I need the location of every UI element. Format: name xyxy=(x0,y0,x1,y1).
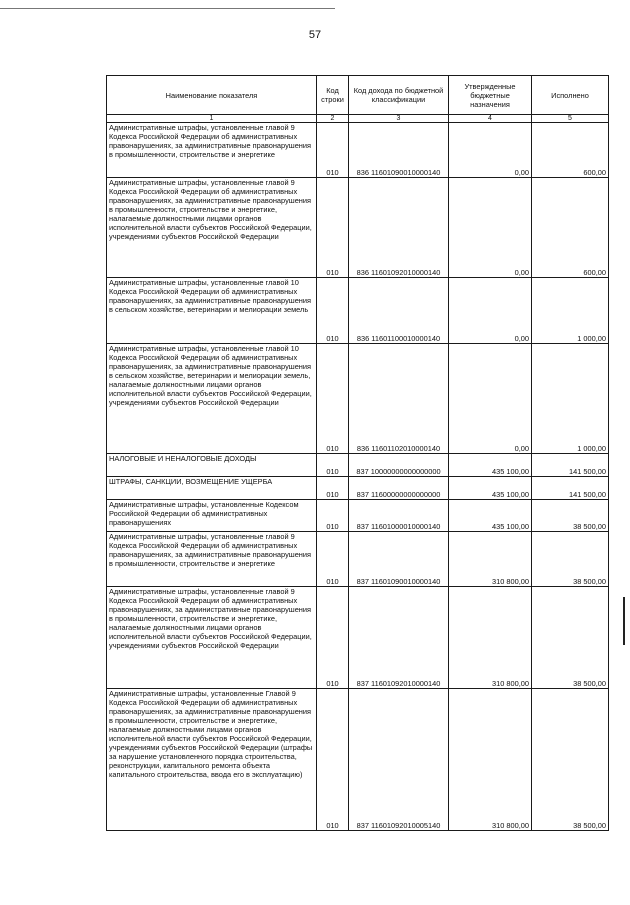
scan-edge-mark xyxy=(623,597,625,645)
row-name: Административные штрафы, установленные главой 10 Кодекса Российской Федерации об административных правонарушениях, за административные правонарушения в сельском хозяйстве, ветеринарии и мелиорации земель xyxy=(107,278,317,344)
row-approved: 310 800,00 xyxy=(449,532,532,587)
row-code: 010 xyxy=(317,477,349,500)
row-kbk: 836 11601092010000140 xyxy=(349,178,449,278)
column-number: 2 xyxy=(317,115,349,123)
row-executed: 38 500,00 xyxy=(532,587,609,689)
report-table xyxy=(106,75,609,831)
row-code: 010 xyxy=(317,454,349,477)
row-name: Административные штрафы, установленные Главой 9 Кодекса Российской Федерации об административных правонарушениях, за административные правонарушения в промышленности, строительстве и энергетике, налагаемые должностными лицами органов исполнительной власти субъектов Российской Федерации, учреждениями субъектов Российской Федерации (штрафы за нарушение установленного порядка строительства, реконструкции, капитального ремонта объекта капитального строительства, ввода его в эксплуатацию) xyxy=(107,689,317,831)
header-code: Код строки xyxy=(317,76,349,115)
row-executed: 600,00 xyxy=(532,178,609,278)
row-name: Административные штрафы, установленные главой 9 Кодекса Российской Федерации об административных правонарушениях, за административные правонарушения в промышленности, строительстве и энергетике, налагаемые должностными лицами органов исполнительной власти субъектов Российской Федерации, учреждениями субъектов Российской Федерации xyxy=(107,587,317,689)
column-number: 1 xyxy=(107,115,317,123)
row-name: Административные штрафы, установленные главой 9 Кодекса Российской Федерации об административных правонарушениях, за административные правонарушения в промышленности, строительстве и энергетике, налагаемые должностными лицами органов исполнительной власти субъектов Российской Федерации, учреждениями субъектов Российской Федерации xyxy=(107,178,317,278)
header-row xyxy=(107,76,609,115)
table-row xyxy=(107,123,609,178)
row-approved: 435 100,00 xyxy=(449,500,532,532)
column-number: 3 xyxy=(349,115,449,123)
row-executed: 38 500,00 xyxy=(532,500,609,532)
row-kbk: 837 11601092010005140 xyxy=(349,689,449,831)
table-row xyxy=(107,532,609,587)
table-row xyxy=(107,477,609,500)
row-code: 010 xyxy=(317,278,349,344)
row-name: Административные штрафы, установленные главой 10 Кодекса Российской Федерации об административных правонарушениях, за административные правонарушения в сельском хозяйстве, ветеринарии и мелиорации земель, налагаемые должностными лицами органов исполнительной власти субъектов Российской Федерации, учреждениями субъектов Российской Федерации xyxy=(107,344,317,454)
header-approved: Утвержденные бюджетные назначения xyxy=(449,76,532,115)
table-row xyxy=(107,178,609,278)
row-name: Административные штрафы, установленные главой 9 Кодекса Российской Федерации об административных правонарушениях, за административные правонарушения в промышленности, строительстве и энергетике xyxy=(107,123,317,178)
row-approved: 435 100,00 xyxy=(449,454,532,477)
table-row xyxy=(107,689,609,831)
row-kbk: 837 11601092010000140 xyxy=(349,587,449,689)
row-kbk: 837 11601000010000140 xyxy=(349,500,449,532)
row-kbk: 836 11601100010000140 xyxy=(349,278,449,344)
row-approved: 310 800,00 xyxy=(449,689,532,831)
row-approved: 0,00 xyxy=(449,278,532,344)
row-name: Административные штрафы, установленные главой 9 Кодекса Российской Федерации об административных правонарушениях, за административные правонарушения в промышленности, строительстве и энергетике xyxy=(107,532,317,587)
row-code: 010 xyxy=(317,178,349,278)
table-row xyxy=(107,454,609,477)
row-executed: 600,00 xyxy=(532,123,609,178)
row-code: 010 xyxy=(317,123,349,178)
header-name: Наименование показателя xyxy=(107,76,317,115)
row-name: Административные штрафы, установленные Кодексом Российской Федерации об административных правонарушениях xyxy=(107,500,317,532)
header-executed: Исполнено xyxy=(532,76,609,115)
row-executed: 1 000,00 xyxy=(532,278,609,344)
row-executed: 1 000,00 xyxy=(532,344,609,454)
row-name: НАЛОГОВЫЕ И НЕНАЛОГОВЫЕ ДОХОДЫ xyxy=(107,454,317,477)
row-kbk: 837 11600000000000000 xyxy=(349,477,449,500)
row-kbk: 837 10000000000000000 xyxy=(349,454,449,477)
table-row xyxy=(107,500,609,532)
row-name: ШТРАФЫ, САНКЦИИ, ВОЗМЕЩЕНИЕ УЩЕРБА xyxy=(107,477,317,500)
column-number: 4 xyxy=(449,115,532,123)
column-number-row xyxy=(107,115,609,123)
row-kbk: 837 11601090010000140 xyxy=(349,532,449,587)
row-kbk: 836 11601090010000140 xyxy=(349,123,449,178)
row-executed: 38 500,00 xyxy=(532,689,609,831)
row-code: 010 xyxy=(317,587,349,689)
page-number: 57 xyxy=(308,29,322,41)
top-rule xyxy=(0,8,335,9)
row-executed: 38 500,00 xyxy=(532,532,609,587)
row-code: 010 xyxy=(317,344,349,454)
column-number: 5 xyxy=(532,115,609,123)
row-approved: 0,00 xyxy=(449,344,532,454)
table-row xyxy=(107,587,609,689)
table-row xyxy=(107,344,609,454)
row-code: 010 xyxy=(317,532,349,587)
row-approved: 435 100,00 xyxy=(449,477,532,500)
row-code: 010 xyxy=(317,689,349,831)
header-kbk: Код дохода по бюджетной классификации xyxy=(349,76,449,115)
row-code: 010 xyxy=(317,500,349,532)
table-row xyxy=(107,278,609,344)
row-approved: 0,00 xyxy=(449,123,532,178)
row-kbk: 836 11601102010000140 xyxy=(349,344,449,454)
row-approved: 310 800,00 xyxy=(449,587,532,689)
row-approved: 0,00 xyxy=(449,178,532,278)
row-executed: 141 500,00 xyxy=(532,477,609,500)
row-executed: 141 500,00 xyxy=(532,454,609,477)
